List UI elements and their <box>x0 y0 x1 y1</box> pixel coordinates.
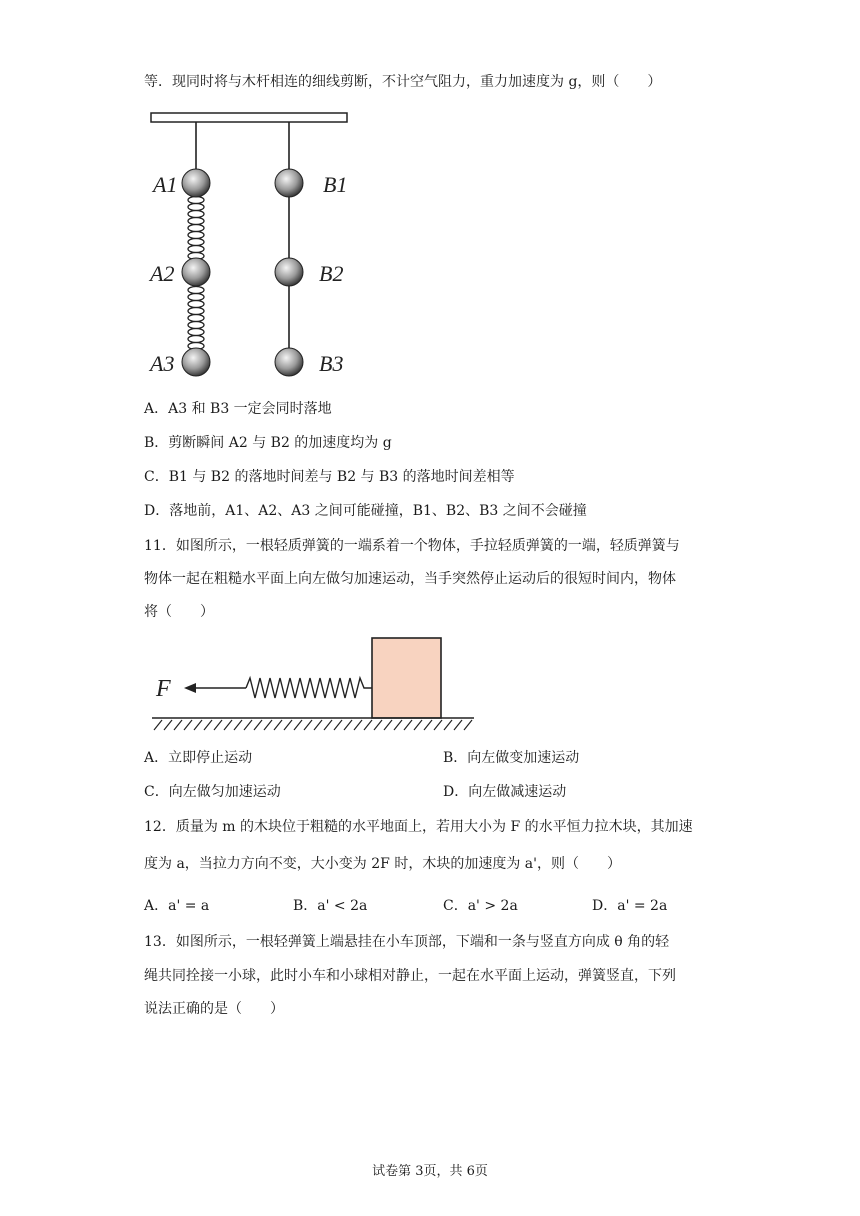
ball-a3 <box>182 348 210 376</box>
label-a1: A1 <box>153 172 178 197</box>
q10-option-a: A．A3 和 B3 一定会同时落地 <box>144 401 332 417</box>
q11-option-a: A．立即停止运动 <box>144 750 253 766</box>
label-a3: A3 <box>150 351 175 376</box>
q10-option-b: B．剪断瞬间 A2 与 B2 的加速度均为 g <box>144 435 392 451</box>
ball-b3 <box>275 348 303 376</box>
arrow-head <box>184 683 196 693</box>
q11-stem-line-2: 物体一起在粗糙水平面上向左做匀加速运动，当手突然停止运动后的很短时间内，物体 <box>144 571 676 587</box>
label-b1: B1 <box>323 172 348 197</box>
spring-a1-a2 <box>188 197 204 260</box>
spring <box>246 678 372 698</box>
label-b3: B3 <box>319 351 344 376</box>
q10-stem: 等．现同时将与木杆相连的细线剪断，不计空气阻力，重力加速度为 g，则（ ） <box>144 74 662 90</box>
ball-b1 <box>275 169 303 197</box>
ceiling-bar <box>151 113 347 122</box>
ball-a1 <box>182 169 210 197</box>
q11-figure <box>148 634 478 734</box>
force-label: F <box>156 676 171 702</box>
block <box>372 638 441 718</box>
q12-option-d: D．a' = 2a <box>592 898 668 914</box>
spring-a2-a3 <box>188 287 204 350</box>
q11-stem-line-1: 11．如图所示，一根轻质弹簧的一端系着一个物体，手拉轻质弹簧的一端，轻质弹簧与 <box>144 538 680 554</box>
q11-stem-line-3: 将（ ） <box>144 604 214 620</box>
q12-stem-line-2: 度为 a，当拉力方向不变，大小变为 2F 时，木块的加速度为 a'，则（ ） <box>144 856 621 872</box>
q13-stem-line-2: 绳共同拴接一小球，此时小车和小球相对静止，一起在水平面上运动，弹簧竖直，下列 <box>144 968 676 984</box>
q10-option-d: D．落地前，A1、A2、A3 之间可能碰撞，B1、B2、B3 之间不会碰撞 <box>144 503 587 519</box>
q11-option-d: D．向左做减速运动 <box>443 784 567 800</box>
q10-option-c: C．B1 与 B2 的落地时间差与 B2 与 B3 的落地时间差相等 <box>144 469 515 485</box>
ball-a2 <box>182 258 210 286</box>
q13-stem-line-3: 说法正确的是（ ） <box>144 1001 284 1017</box>
label-b2: B2 <box>319 261 344 286</box>
q12-stem-line-1: 12．质量为 m 的木块位于粗糙的水平地面上，若用大小为 F 的水平恒力拉木块，其加速 <box>144 819 693 835</box>
label-a2: A2 <box>150 261 175 286</box>
q11-option-b: B．向左做变加速运动 <box>443 750 580 766</box>
ball-b2 <box>275 258 303 286</box>
ground-hatch <box>154 720 472 730</box>
q10-figure <box>145 108 365 388</box>
page-footer: 试卷第 3页，共 6页 <box>372 1164 488 1179</box>
q12-option-c: C．a' > 2a <box>443 898 518 914</box>
q12-option-a: A．a' = a <box>144 898 210 914</box>
q12-option-b: B．a' < 2a <box>293 898 368 914</box>
q11-option-c: C．向左做匀加速运动 <box>144 784 281 800</box>
q13-stem-line-1: 13．如图所示，一根轻弹簧上端悬挂在小车顶部，下端和一条与竖直方向成 θ 角的轻 <box>144 934 670 950</box>
